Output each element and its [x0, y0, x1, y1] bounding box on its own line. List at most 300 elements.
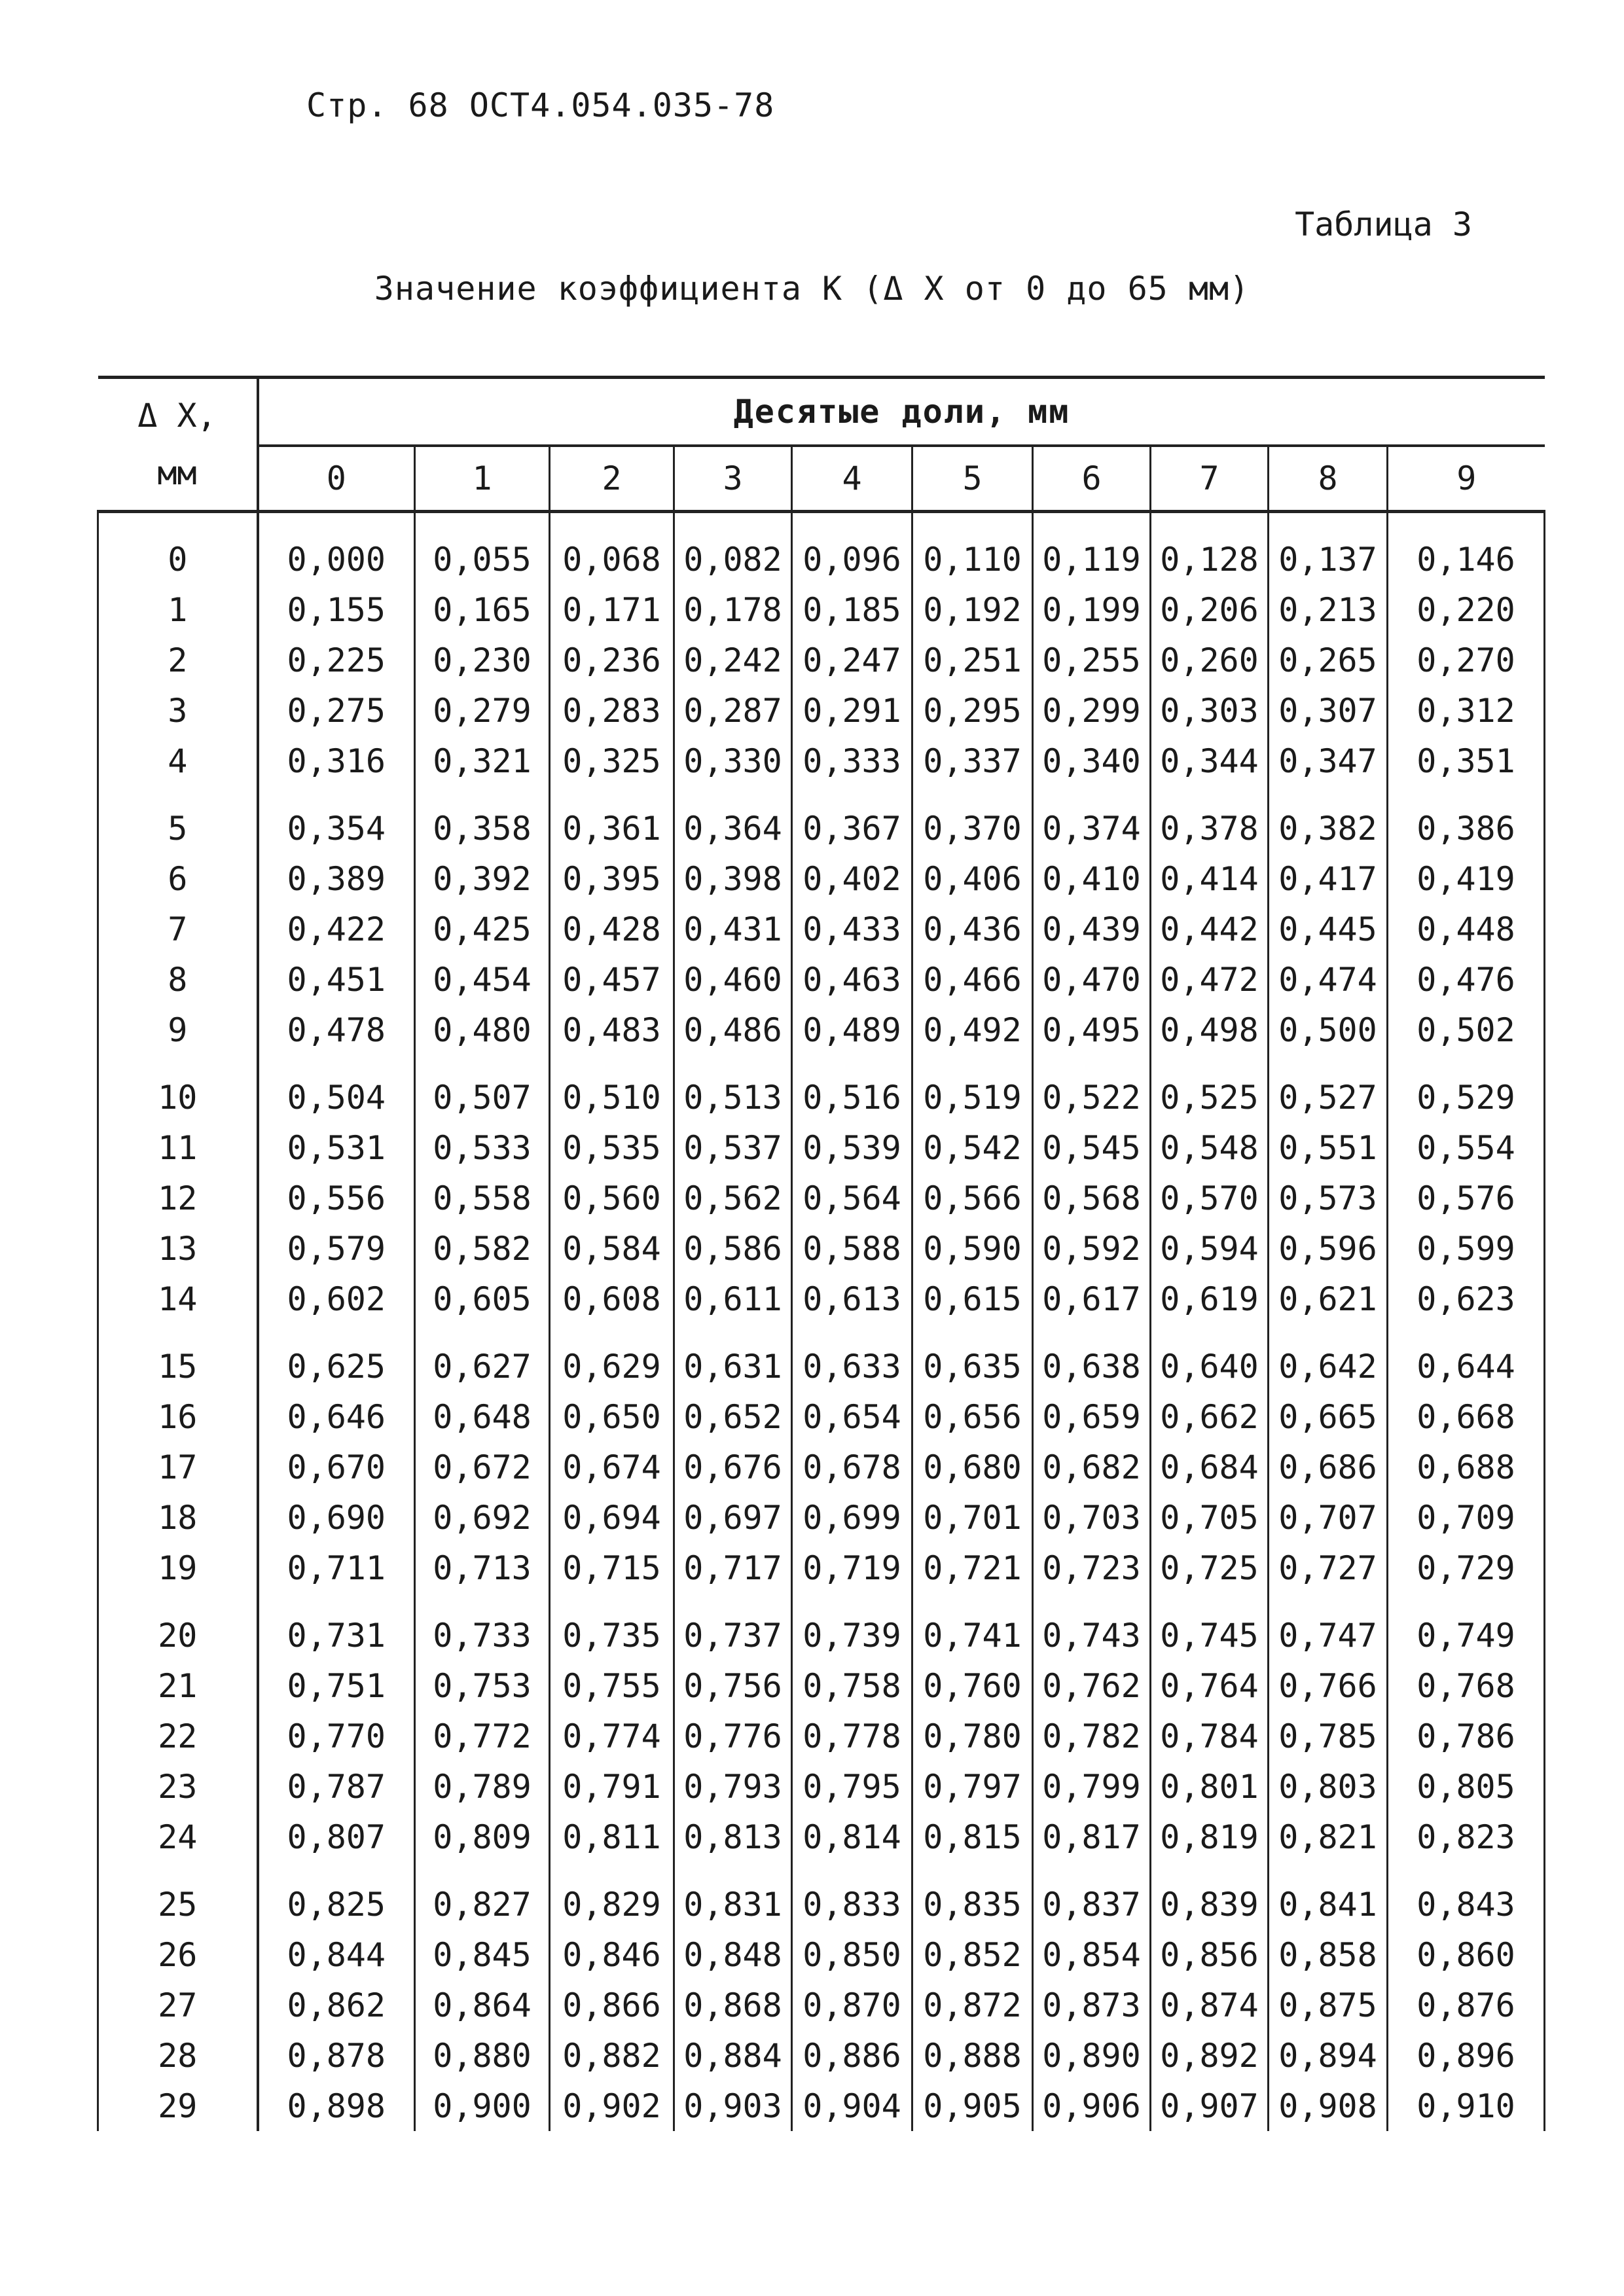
page-header: Стр. 68 ОСТ4.054.035-78	[306, 86, 775, 124]
table-cell: 0,845	[415, 1929, 550, 1980]
table-cell: 0,713	[415, 1543, 550, 1593]
table-cell: 0,389	[258, 853, 415, 904]
table-row	[98, 1711, 1545, 1761]
table-cell: 0,682	[1033, 1442, 1151, 1492]
table-row	[98, 1223, 1545, 1274]
table-cell: 0,337	[912, 736, 1033, 786]
table-cell: 0,766	[1269, 1660, 1388, 1711]
table-cell: 0,866	[550, 1980, 674, 2030]
table-cell: 0,564	[792, 1173, 912, 1223]
table-cell: 0,265	[1269, 635, 1388, 685]
table-row	[98, 1660, 1545, 1711]
table-cell: 0,255	[1033, 635, 1151, 685]
column-header-row	[98, 446, 1545, 512]
table-cell: 0,886	[792, 2030, 912, 2081]
table-cell: 0,638	[1033, 1324, 1151, 1391]
table-cell: 0,225	[258, 635, 415, 685]
table-cell: 0,721	[912, 1543, 1033, 1593]
row-label: 28	[98, 2030, 258, 2081]
table-row	[98, 635, 1545, 685]
table-cell: 0,535	[550, 1122, 674, 1173]
table-cell: 0,436	[912, 904, 1033, 954]
table-row	[98, 1980, 1545, 2030]
table-cell: 0,635	[912, 1324, 1033, 1391]
row-label: 12	[98, 1173, 258, 1223]
table-cell: 0,340	[1033, 736, 1151, 786]
table-cell: 0,516	[792, 1055, 912, 1122]
table-cell: 0,560	[550, 1173, 674, 1223]
table-cell: 0,590	[912, 1223, 1033, 1274]
table-row	[98, 584, 1545, 635]
table-row	[98, 1005, 1545, 1055]
table-cell: 0,813	[674, 1812, 792, 1862]
table-row	[98, 1055, 1545, 1122]
table-cell: 0,648	[415, 1391, 550, 1442]
table-cell: 0,460	[674, 954, 792, 1005]
table-cell: 0,242	[674, 635, 792, 685]
table-cell: 0,119	[1033, 512, 1151, 585]
table-cell: 0,519	[912, 1055, 1033, 1122]
table-cell: 0,629	[550, 1324, 674, 1391]
table-cell: 0,406	[912, 853, 1033, 904]
table-cell: 0,570	[1151, 1173, 1269, 1223]
table-cell: 0,395	[550, 853, 674, 904]
table-cell: 0,784	[1151, 1711, 1269, 1761]
table-cell: 0,529	[1388, 1055, 1545, 1122]
table-cell: 0,527	[1269, 1055, 1388, 1122]
table-cell: 0,633	[792, 1324, 912, 1391]
table-cell: 0,882	[550, 2030, 674, 2081]
table-cell: 0,793	[674, 1761, 792, 1812]
row-label: 27	[98, 1980, 258, 2030]
table-cell: 0,442	[1151, 904, 1269, 954]
table-cell: 0,672	[415, 1442, 550, 1492]
table-cell: 0,579	[258, 1223, 415, 1274]
row-label: 0	[98, 512, 258, 585]
table-cell: 0,599	[1388, 1223, 1545, 1274]
table-cell: 0,068	[550, 512, 674, 585]
table-cell: 0,841	[1269, 1862, 1388, 1929]
table-cell: 0,870	[792, 1980, 912, 2030]
table-cell: 0,795	[792, 1761, 912, 1812]
table-cell: 0,507	[415, 1055, 550, 1122]
table-row	[98, 786, 1545, 853]
table-cell: 0,903	[674, 2081, 792, 2131]
table-cell: 0,814	[792, 1812, 912, 1862]
table-cell: 0,646	[258, 1391, 415, 1442]
table-cell: 0,474	[1269, 954, 1388, 1005]
table-cell: 0,513	[674, 1055, 792, 1122]
table-cell: 0,823	[1388, 1812, 1545, 1862]
table-cell: 0,815	[912, 1812, 1033, 1862]
column-header: 4	[792, 446, 912, 512]
table-cell: 0,684	[1151, 1442, 1269, 1492]
table-cell: 0,312	[1388, 685, 1545, 736]
table-cell: 0,799	[1033, 1761, 1151, 1812]
table-cell: 0,502	[1388, 1005, 1545, 1055]
row-label: 21	[98, 1660, 258, 1711]
table-cell: 0,852	[912, 1929, 1033, 1980]
table-cell: 0,755	[550, 1660, 674, 1711]
table-cell: 0,690	[258, 1492, 415, 1543]
table-cell: 0,719	[792, 1543, 912, 1593]
table-cell: 0,260	[1151, 635, 1269, 685]
table-cell: 0,476	[1388, 954, 1545, 1005]
table-cell: 0,821	[1269, 1812, 1388, 1862]
table-cell: 0,594	[1151, 1223, 1269, 1274]
table-row	[98, 1812, 1545, 1862]
column-header: 6	[1033, 446, 1151, 512]
table-row	[98, 1324, 1545, 1391]
table-cell: 0,640	[1151, 1324, 1269, 1391]
row-label: 24	[98, 1812, 258, 1862]
table-cell: 0,382	[1269, 786, 1388, 853]
table-cell: 0,608	[550, 1274, 674, 1324]
table-cell: 0,358	[415, 786, 550, 853]
table-cell: 0,711	[258, 1543, 415, 1593]
table-cell: 0,848	[674, 1929, 792, 1980]
row-label: 5	[98, 786, 258, 853]
table-cell: 0,605	[415, 1274, 550, 1324]
table-cell: 0,562	[674, 1173, 792, 1223]
row-label: 15	[98, 1324, 258, 1391]
table-cell: 0,768	[1388, 1660, 1545, 1711]
table-cell: 0,110	[912, 512, 1033, 585]
table-cell: 0,165	[415, 584, 550, 635]
table-cell: 0,615	[912, 1274, 1033, 1324]
column-header: 1	[415, 446, 550, 512]
table-cell: 0,809	[415, 1812, 550, 1862]
table-cell: 0,868	[674, 1980, 792, 2030]
row-label: 13	[98, 1223, 258, 1274]
table-cell: 0,875	[1269, 1980, 1388, 2030]
table-cell: 0,287	[674, 685, 792, 736]
table-cell: 0,270	[1388, 635, 1545, 685]
table-cell: 0,907	[1151, 2081, 1269, 2131]
table-cell: 0,586	[674, 1223, 792, 1274]
table-cell: 0,717	[674, 1543, 792, 1593]
corner-header-line2: мм	[157, 454, 197, 492]
table-cell: 0,880	[415, 2030, 550, 2081]
table-cell: 0,531	[258, 1122, 415, 1173]
table-cell: 0,410	[1033, 853, 1151, 904]
table-cell: 0,344	[1151, 736, 1269, 786]
table-cell: 0,805	[1388, 1761, 1545, 1812]
table-cell: 0,884	[674, 2030, 792, 2081]
table-cell: 0,833	[792, 1862, 912, 1929]
table-cell: 0,694	[550, 1492, 674, 1543]
table-cell: 0,764	[1151, 1660, 1269, 1711]
table-cell: 0,756	[674, 1660, 792, 1711]
table-cell: 0,874	[1151, 1980, 1269, 2030]
table-cell: 0,504	[258, 1055, 415, 1122]
table-cell: 0,573	[1269, 1173, 1388, 1223]
table-cell: 0,451	[258, 954, 415, 1005]
table-row	[98, 1122, 1545, 1173]
table-cell: 0,370	[912, 786, 1033, 853]
table-cell: 0,171	[550, 584, 674, 635]
table-label: Таблица 3	[1295, 206, 1472, 243]
table-cell: 0,803	[1269, 1761, 1388, 1812]
table-row	[98, 1593, 1545, 1660]
table-cell: 0,872	[912, 1980, 1033, 2030]
row-label: 7	[98, 904, 258, 954]
table-cell: 0,662	[1151, 1391, 1269, 1442]
table-cell: 0,307	[1269, 685, 1388, 736]
table-cell: 0,199	[1033, 584, 1151, 635]
table-cell: 0,545	[1033, 1122, 1151, 1173]
table-cell: 0,731	[258, 1593, 415, 1660]
table-cell: 0,533	[415, 1122, 550, 1173]
table-cell: 0,347	[1269, 736, 1388, 786]
table-cell: 0,445	[1269, 904, 1388, 954]
table-row	[98, 853, 1545, 904]
table-cell: 0,688	[1388, 1442, 1545, 1492]
table-cell: 0,668	[1388, 1391, 1545, 1442]
table-cell: 0,537	[674, 1122, 792, 1173]
table-body	[98, 512, 1545, 2132]
table-cell: 0,733	[415, 1593, 550, 1660]
table-cell: 0,220	[1388, 584, 1545, 635]
table-cell: 0,470	[1033, 954, 1151, 1005]
table-cell: 0,680	[912, 1442, 1033, 1492]
table-row	[98, 512, 1545, 585]
table-cell: 0,878	[258, 2030, 415, 2081]
table-cell: 0,723	[1033, 1543, 1151, 1593]
table-cell: 0,551	[1269, 1122, 1388, 1173]
table-cell: 0,894	[1269, 2030, 1388, 2081]
corner-header-line1: Δ Х,	[137, 397, 217, 435]
table-cell: 0,486	[674, 1005, 792, 1055]
table-cell: 0,351	[1388, 736, 1545, 786]
table-cell: 0,644	[1388, 1324, 1545, 1391]
table-cell: 0,650	[550, 1391, 674, 1442]
table-cell: 0,654	[792, 1391, 912, 1442]
table-cell: 0,751	[258, 1660, 415, 1711]
table-cell: 0,725	[1151, 1543, 1269, 1593]
column-header: 7	[1151, 446, 1269, 512]
column-header: 5	[912, 446, 1033, 512]
row-label: 16	[98, 1391, 258, 1442]
table-cell: 0,908	[1269, 2081, 1388, 2131]
table-cell: 0,905	[912, 2081, 1033, 2131]
table-cell: 0,392	[415, 853, 550, 904]
row-label: 22	[98, 1711, 258, 1761]
table-row	[98, 1442, 1545, 1492]
table-row	[98, 1543, 1545, 1593]
table-cell: 0,419	[1388, 853, 1545, 904]
table-cell: 0,701	[912, 1492, 1033, 1543]
table-cell: 0,096	[792, 512, 912, 585]
table-row	[98, 1274, 1545, 1324]
table-row	[98, 1391, 1545, 1442]
table-cell: 0,817	[1033, 1812, 1151, 1862]
table-cell: 0,433	[792, 904, 912, 954]
row-label: 4	[98, 736, 258, 786]
table-cell: 0,656	[912, 1391, 1033, 1442]
row-label: 6	[98, 853, 258, 904]
table-cell: 0,835	[912, 1862, 1033, 1929]
table-cell: 0,374	[1033, 786, 1151, 853]
row-label: 3	[98, 685, 258, 736]
table-cell: 0,827	[415, 1862, 550, 1929]
table-cell: 0,000	[258, 512, 415, 585]
table-cell: 0,417	[1269, 853, 1388, 904]
table-cell: 0,206	[1151, 584, 1269, 635]
table-row	[98, 736, 1545, 786]
table-cell: 0,819	[1151, 1812, 1269, 1862]
table-cell: 0,854	[1033, 1929, 1151, 1980]
column-header: 0	[258, 446, 415, 512]
table-cell: 0,753	[415, 1660, 550, 1711]
table-cell: 0,692	[415, 1492, 550, 1543]
tenths-header: Десятые доли, мм	[258, 378, 1545, 446]
table-cell: 0,480	[415, 1005, 550, 1055]
table-cell: 0,770	[258, 1711, 415, 1761]
table-cell: 0,892	[1151, 2030, 1269, 2081]
table-cell: 0,611	[674, 1274, 792, 1324]
table-cell: 0,797	[912, 1761, 1033, 1812]
row-label: 9	[98, 1005, 258, 1055]
table-cell: 0,904	[792, 2081, 912, 2131]
table-cell: 0,402	[792, 853, 912, 904]
table-cell: 0,844	[258, 1929, 415, 1980]
table-cell: 0,295	[912, 685, 1033, 736]
table-cell: 0,910	[1388, 2081, 1545, 2131]
row-label: 2	[98, 635, 258, 685]
table-cell: 0,652	[674, 1391, 792, 1442]
table-cell: 0,659	[1033, 1391, 1151, 1442]
table-cell: 0,697	[674, 1492, 792, 1543]
table-row	[98, 1173, 1545, 1223]
table-cell: 0,735	[550, 1593, 674, 1660]
table-cell: 0,454	[415, 954, 550, 1005]
table-cell: 0,785	[1269, 1711, 1388, 1761]
table-cell: 0,686	[1269, 1442, 1388, 1492]
row-label: 14	[98, 1274, 258, 1324]
table-cell: 0,850	[792, 1929, 912, 1980]
table-cell: 0,705	[1151, 1492, 1269, 1543]
table-cell: 0,230	[415, 635, 550, 685]
table-cell: 0,862	[258, 1980, 415, 2030]
table-cell: 0,703	[1033, 1492, 1151, 1543]
table-cell: 0,483	[550, 1005, 674, 1055]
table-cell: 0,055	[415, 512, 550, 585]
table-cell: 0,478	[258, 1005, 415, 1055]
table-row	[98, 954, 1545, 1005]
table-cell: 0,780	[912, 1711, 1033, 1761]
table-cell: 0,747	[1269, 1593, 1388, 1660]
table-cell: 0,448	[1388, 904, 1545, 954]
table-row	[98, 904, 1545, 954]
table-cell: 0,843	[1388, 1862, 1545, 1929]
table-cell: 0,621	[1269, 1274, 1388, 1324]
table-cell: 0,422	[258, 904, 415, 954]
table-cell: 0,472	[1151, 954, 1269, 1005]
table-cell: 0,743	[1033, 1593, 1151, 1660]
table-cell: 0,321	[415, 736, 550, 786]
table-cell: 0,789	[415, 1761, 550, 1812]
table-cell: 0,829	[550, 1862, 674, 1929]
table-cell: 0,776	[674, 1711, 792, 1761]
table-cell: 0,576	[1388, 1173, 1545, 1223]
row-label: 25	[98, 1862, 258, 1929]
table-cell: 0,623	[1388, 1274, 1545, 1324]
row-label: 1	[98, 584, 258, 635]
table-cell: 0,727	[1269, 1543, 1388, 1593]
table-cell: 0,500	[1269, 1005, 1388, 1055]
table-cell: 0,839	[1151, 1862, 1269, 1929]
table-cell: 0,888	[912, 2030, 1033, 2081]
table-cell: 0,864	[415, 1980, 550, 2030]
table-cell: 0,729	[1388, 1543, 1545, 1593]
table-cell: 0,146	[1388, 512, 1545, 585]
coefficient-table	[97, 376, 1545, 2131]
row-label: 8	[98, 954, 258, 1005]
table-cell: 0,463	[792, 954, 912, 1005]
corner-header	[98, 378, 258, 512]
table-cell: 0,665	[1269, 1391, 1388, 1442]
table-cell: 0,568	[1033, 1173, 1151, 1223]
table-cell: 0,676	[674, 1442, 792, 1492]
row-label: 23	[98, 1761, 258, 1812]
table-cell: 0,825	[258, 1862, 415, 1929]
column-header: 2	[550, 446, 674, 512]
table-cell: 0,566	[912, 1173, 1033, 1223]
table-cell: 0,522	[1033, 1055, 1151, 1122]
table-row	[98, 685, 1545, 736]
table-row	[98, 2030, 1545, 2081]
table-cell: 0,354	[258, 786, 415, 853]
table-cell: 0,837	[1033, 1862, 1151, 1929]
table-cell: 0,431	[674, 904, 792, 954]
row-label: 10	[98, 1055, 258, 1122]
table-row	[98, 1761, 1545, 1812]
table-cell: 0,299	[1033, 685, 1151, 736]
table-cell: 0,155	[258, 584, 415, 635]
table-cell: 0,279	[415, 685, 550, 736]
row-label: 18	[98, 1492, 258, 1543]
table-cell: 0,525	[1151, 1055, 1269, 1122]
table-cell: 0,739	[792, 1593, 912, 1660]
table-cell: 0,613	[792, 1274, 912, 1324]
table-cell: 0,556	[258, 1173, 415, 1223]
table-cell: 0,856	[1151, 1929, 1269, 1980]
table-cell: 0,707	[1269, 1492, 1388, 1543]
table-cell: 0,275	[258, 685, 415, 736]
table-cell: 0,457	[550, 954, 674, 1005]
row-label: 20	[98, 1593, 258, 1660]
table-cell: 0,414	[1151, 853, 1269, 904]
table-cell: 0,251	[912, 635, 1033, 685]
table-cell: 0,466	[912, 954, 1033, 1005]
table-cell: 0,316	[258, 736, 415, 786]
table-cell: 0,192	[912, 584, 1033, 635]
table-cell: 0,367	[792, 786, 912, 853]
table-cell: 0,811	[550, 1812, 674, 1862]
table-cell: 0,554	[1388, 1122, 1545, 1173]
table-cell: 0,283	[550, 685, 674, 736]
table-cell: 0,898	[258, 2081, 415, 2131]
table-cell: 0,858	[1269, 1929, 1388, 1980]
table-cell: 0,896	[1388, 2030, 1545, 2081]
table-cell: 0,128	[1151, 512, 1269, 585]
table-cell: 0,495	[1033, 1005, 1151, 1055]
table-cell: 0,749	[1388, 1593, 1545, 1660]
table-cell: 0,082	[674, 512, 792, 585]
table-cell: 0,558	[415, 1173, 550, 1223]
table-row	[98, 1862, 1545, 1929]
